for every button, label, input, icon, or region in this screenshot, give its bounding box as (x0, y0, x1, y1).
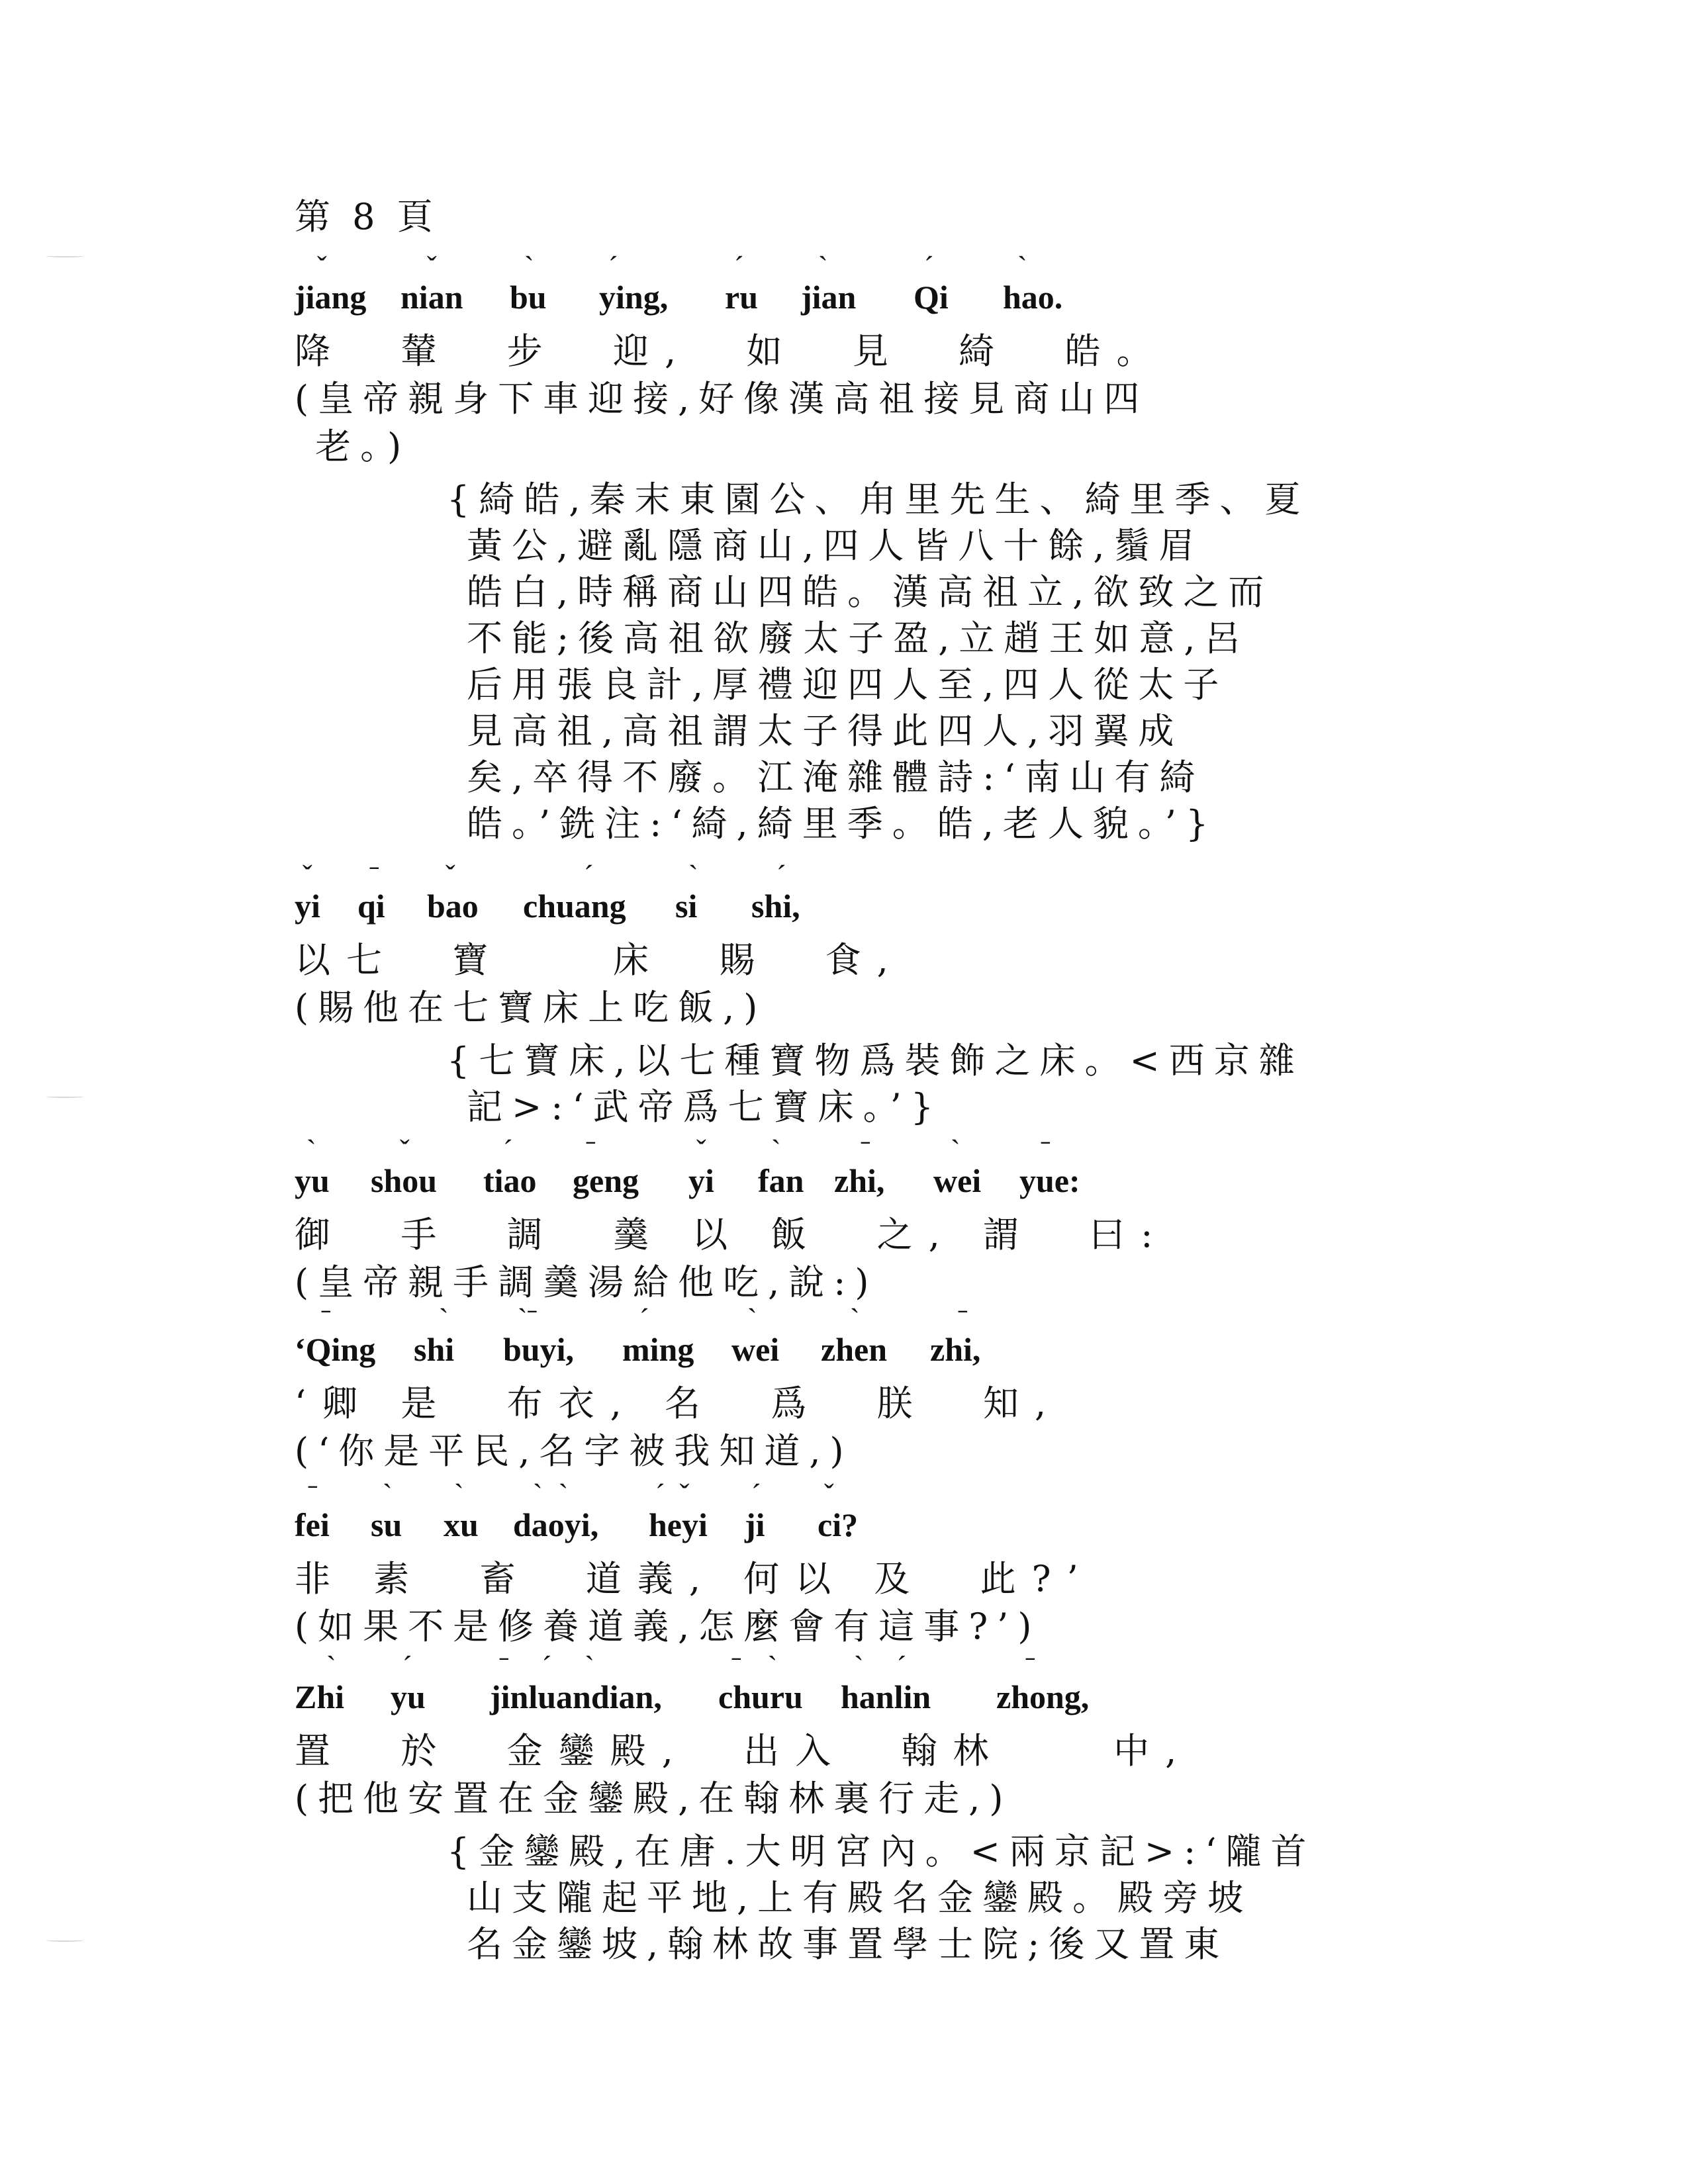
chinese-verse-line: 降 輦 步 迎, 如 見 綺 皓。 (295, 330, 1168, 372)
pinyin-word: ˉ zhi, (834, 1134, 885, 1199)
annotation-line: {七寶床,以七種寶物爲裝飾之床。<西京雜 (447, 1040, 1304, 1081)
scan-edge-mark (46, 1939, 83, 1942)
annotation-line: 名金鑾坡,翰林故事置學士院;後又置東 (467, 1923, 1229, 1965)
tone-mark: ˋ (454, 1479, 464, 1511)
tone-mark: ˇ (696, 1134, 706, 1167)
tone-mark: ˋ (850, 1303, 860, 1336)
tone-mark: ˊ (924, 251, 934, 283)
tone-mark: ˉ (1041, 1134, 1051, 1167)
tone-mark: ˊ (734, 251, 744, 283)
pinyin-word: ˋ bu (510, 251, 547, 316)
pinyin-word: ˇ jiang (295, 251, 367, 316)
translation-line: (‘你是平民,名字被我知道,) (295, 1430, 853, 1472)
verse-stanza (295, 1479, 1453, 1650)
tone-mark: ˉ (369, 860, 379, 892)
tone-mark: ˋˊ (854, 1651, 940, 1683)
annotation-line: 皓白,時稱商山四皓。漢高祖立,欲致之而 (467, 571, 1274, 613)
tone-mark: ˇ (445, 860, 455, 892)
pinyin-word: ˊ ying, (599, 251, 669, 316)
pinyin-word: ˊ shi, (751, 860, 800, 925)
tone-mark: ˊ (751, 1479, 761, 1511)
pinyin-word: ˉ zhi, (930, 1303, 981, 1368)
pinyin-word: ˋ zhen (821, 1303, 887, 1368)
tone-mark: ˊ (584, 860, 594, 892)
tone-mark: ˊ (776, 860, 786, 892)
translation-line: (把他安置在金鑾殿,在翰林裏行走,) (295, 1778, 1013, 1819)
translation-line: (皇帝親身下車迎接,好像漢高祖接見商山四 (295, 378, 1149, 420)
chinese-verse-line: 非 素 畜 道義, 何以 及 此?’ (295, 1558, 1094, 1600)
pinyin-word: ˊ ming (622, 1303, 694, 1368)
pinyin-word: ˋˋ daoyi, (513, 1479, 599, 1543)
annotation-block (447, 477, 1453, 847)
pinyin-word: ˇ shou (371, 1134, 438, 1199)
tone-mark: ˉ (586, 1134, 596, 1167)
tone-mark: ˋ (951, 1134, 961, 1167)
pinyin-word: ˉ yue: (1019, 1134, 1080, 1199)
tone-mark: ˋ (326, 1651, 336, 1683)
translation-line: (如果不是修養道義,怎麼會有這事?’) (295, 1606, 1041, 1647)
tone-mark: ˉ (861, 1134, 870, 1167)
annotation-block (447, 1829, 1453, 1968)
chinese-verse-line: 以七 寶 床 賜 食, (295, 939, 904, 981)
pinyin-word: ˇ yi (295, 860, 320, 925)
chinese-verse-line: 御 手 調 羹 以 飯 之, 謂 曰: (295, 1214, 1169, 1255)
verse-stanza (295, 860, 1453, 1130)
tone-mark: ˇ (317, 251, 327, 283)
annotation-line: {金鑾殿,在唐.大明宮內。<兩京記>:‘隴首 (447, 1831, 1316, 1872)
tone-mark: ˋ (747, 1303, 757, 1336)
pinyin-word: ˊ ji (745, 1479, 765, 1543)
tone-mark: ˋ (818, 251, 828, 283)
tone-mark: ˉ (308, 1479, 318, 1511)
annotation-line: 記>:‘武帝爲七寶床。’} (467, 1086, 943, 1128)
pinyin-word: ˊ ru (725, 251, 758, 316)
pinyin-word: ˊ Qi (914, 251, 949, 316)
tone-mark: ˉ (958, 1303, 968, 1336)
tone-mark: ˋˉ (518, 1303, 538, 1336)
tone-mark: ˊ (503, 1134, 513, 1167)
pinyin-word: ˋ shi (414, 1303, 455, 1368)
tone-mark: ˊˇ (655, 1479, 704, 1511)
tone-mark: ˊ (608, 251, 618, 283)
tone-mark: ˋ (306, 1134, 316, 1167)
pinyin-line (295, 860, 1453, 934)
pinyin-word: ˋˉ buyi, (503, 1303, 575, 1368)
chinese-verse-line: ‘卿 是 布衣, 名 爲 朕 知, (295, 1383, 1062, 1424)
pinyin-word: ˇ nian (400, 251, 463, 316)
pinyin-word: ˇ bao (427, 860, 479, 925)
pinyin-word: ˇ ci? (818, 1479, 859, 1543)
verse-stanza (295, 1303, 1453, 1475)
tone-mark: ˇ (427, 251, 437, 283)
annotation-block (447, 1038, 1453, 1130)
pinyin-word: ˉ fei (295, 1479, 330, 1543)
pinyin-line (295, 251, 1453, 326)
verse-stanza (295, 251, 1453, 847)
pinyin-word: ˉˊˋ jinluandian, (490, 1651, 662, 1715)
pinyin-word: ˊ yu (391, 1651, 426, 1715)
tone-mark: ˋ (771, 1134, 781, 1167)
pinyin-word: ˉˋ churu (718, 1651, 804, 1715)
annotation-line: 黃公,避亂隱商山,四人皆八十餘,鬚眉 (467, 525, 1204, 567)
tone-mark: ˋ (1017, 251, 1027, 283)
pinyin-word: ˋ fan (758, 1134, 804, 1199)
translation-line: (賜他在七寶床上吃飯,) (295, 987, 767, 1028)
annotation-line: 不能;後高祖欲廢太子盈,立趙王如意,呂 (467, 617, 1250, 659)
tone-mark: ˇ (824, 1479, 834, 1511)
pinyin-word: ˉ ‘Qing (295, 1303, 376, 1368)
pinyin-line (295, 1303, 1453, 1378)
annotation-line: 矣,卒得不廢。江淹雜體詩:‘南山有綺 (467, 756, 1205, 798)
tone-mark: ˊ (402, 1651, 412, 1683)
pinyin-word: ˋ si (675, 860, 698, 925)
pinyin-line (295, 1651, 1453, 1725)
verse-stanza (295, 1651, 1453, 1968)
pinyin-word: ˊ chuang (523, 860, 626, 925)
pinyin-line (295, 1134, 1453, 1209)
tone-mark: ˋˋ (533, 1479, 585, 1511)
scan-edge-mark (46, 1095, 83, 1098)
pinyin-line (295, 1479, 1453, 1553)
annotation-line: {綺皓,秦末東園公、甪里先生、綺里季、夏 (447, 478, 1310, 520)
tone-mark: ˉ (321, 1303, 331, 1336)
page-number-header: 第 8 頁 (295, 196, 438, 238)
pinyin-word: ˋ wei (731, 1303, 780, 1368)
pinyin-word: ˋ su (371, 1479, 402, 1543)
pinyin-word: ˋ yu (295, 1134, 330, 1199)
verse-stanza (295, 1134, 1453, 1306)
tone-mark: ˉˋ (731, 1651, 804, 1683)
annotation-line: 見高祖,高祖謂太子得此四人,羽翼成 (467, 710, 1184, 752)
tone-mark: ˋ (439, 1303, 449, 1336)
pinyin-word: ˋ Zhi (295, 1651, 345, 1715)
pinyin-word: ˋ xu (444, 1479, 479, 1543)
tone-mark: ˋ (688, 860, 698, 892)
pinyin-word: ˋˊ hanlin (841, 1651, 940, 1715)
pinyin-word: ˉ zhong, (996, 1651, 1090, 1715)
tone-mark: ˉˊˋ (499, 1651, 628, 1683)
pinyin-word: ˉ qi (357, 860, 385, 925)
annotation-line: 后用張良計,厚禮迎四人至,四人從太子 (467, 664, 1229, 705)
tone-mark: ˋ (383, 1479, 393, 1511)
pinyin-word: ˊˇ heyi (649, 1479, 708, 1543)
annotation-line: 皓。’銑注:‘綺,綺里季。皓,老人貌。’} (467, 803, 1218, 844)
pinyin-word: ˉ geng (573, 1134, 639, 1199)
tone-mark: ˇ (303, 860, 312, 892)
pinyin-word: ˋ wei (933, 1134, 982, 1199)
annotation-line: 山支隴起平地,上有殿名金鑾殿。殿旁坡 (467, 1877, 1253, 1919)
translation-line: 老。) (295, 426, 411, 467)
pinyin-word: ˋ hao. (1003, 251, 1063, 316)
chinese-verse-line: 置 於 金鑾殿, 出入 翰林 中, (295, 1730, 1193, 1772)
scan-edge-mark (46, 255, 83, 257)
tone-mark: ˋ (524, 251, 534, 283)
tone-mark: ˊ (639, 1303, 649, 1336)
pinyin-word: ˋ jian (801, 251, 857, 316)
translation-line: (皇帝親手調羹湯給他吃,說:) (295, 1261, 878, 1303)
pinyin-word: ˇ yi (688, 1134, 714, 1199)
pinyin-word: ˊ tiao (483, 1134, 537, 1199)
tone-mark: ˇ (400, 1134, 410, 1167)
tone-mark: ˉ (1025, 1651, 1035, 1683)
